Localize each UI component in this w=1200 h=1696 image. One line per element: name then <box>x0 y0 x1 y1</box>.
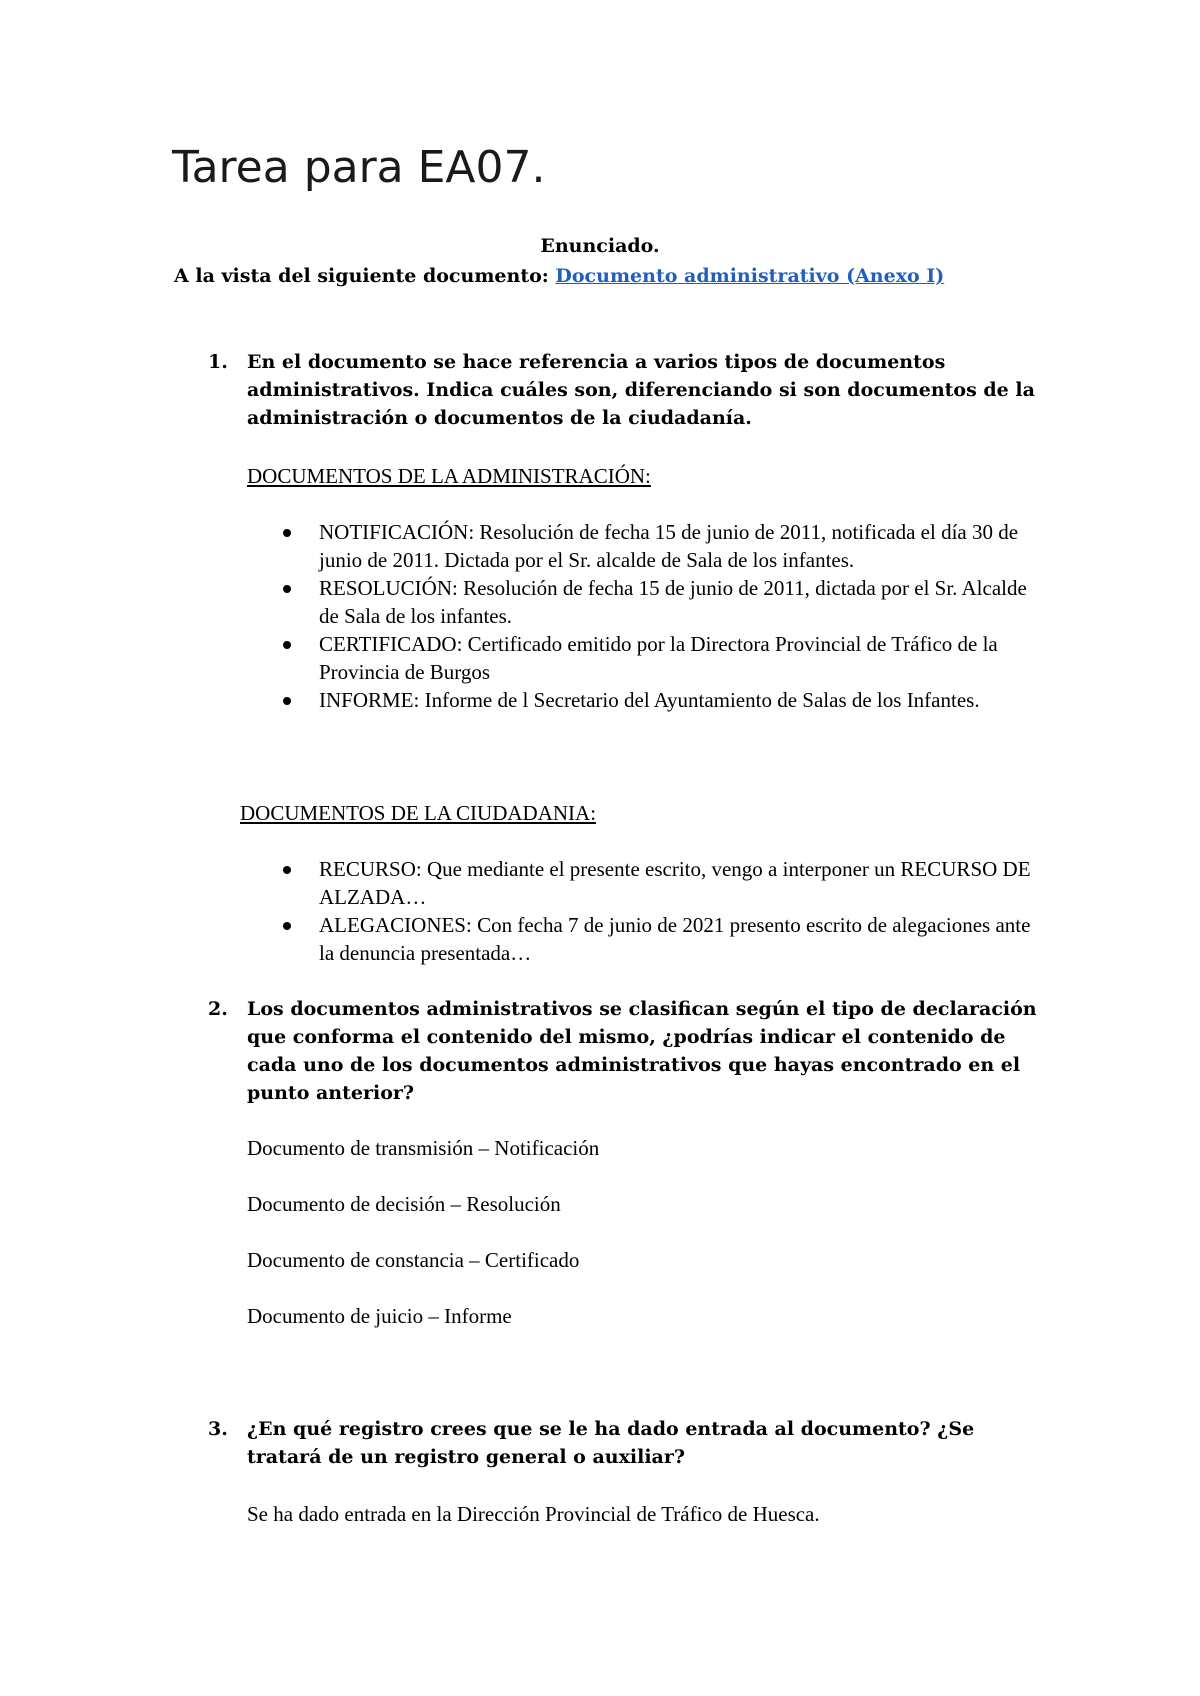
question-2-text: Los documentos administrativos se clasifican según el tipo de declaración que conforma el contenido del mismo, ¿podrías indicar el contenido de cada uno de los documentos administrativos que hayas encontrado en el punto anterior? <box>247 998 1037 1104</box>
annex-link[interactable]: Documento administrativo (Anexo I) <box>555 265 945 287</box>
question-3-answer: Se ha dado entrada en la Dirección Provincial de Tráfico de Huesca. <box>247 1502 820 1526</box>
list-item: RECURSO: Que mediante el presente escrito, vengo a interponer un RECURSO DE ALZADA… <box>247 855 1037 911</box>
answer-line: Documento de transmisión – Notificación <box>247 1136 600 1160</box>
bullet-icon <box>283 585 291 593</box>
question-3-text: ¿En qué registro crees que se le ha dado entrada al documento? ¿Se tratará de un registro general o auxiliar? <box>247 1418 975 1468</box>
question-1-text: En el documento se hace referencia a varios tipos de documentos administrativos. Indica cuáles son, diferenciando si son documentos de la administración o documentos de la ciudadanía. <box>247 351 1035 429</box>
admin-documents-list <box>247 518 1037 714</box>
citizen-documents-list <box>247 855 1037 967</box>
bullet-icon <box>283 866 291 874</box>
answer-line: Documento de decisión – Resolución <box>247 1192 561 1216</box>
list-item: NOTIFICACIÓN: Resolución de fecha 15 de junio de 2011, notificada el día 30 de junio de 2011. Dictada por el Sr. alcalde de Sala de los infantes. <box>247 518 1037 574</box>
subtitle: Enunciado. <box>540 235 660 257</box>
list-item: ALEGACIONES: Con fecha 7 de junio de 2021 presento escrito de alegaciones ante la denuncia presentada… <box>247 911 1037 967</box>
list-item: CERTIFICADO: Certificado emitido por la Directora Provincial de Tráfico de la Provincia de Burgos <box>247 630 1037 686</box>
question-1-number: 1. <box>208 351 228 373</box>
answer-line: Documento de juicio – Informe <box>247 1304 512 1328</box>
intro-text: A la vista del siguiente documento: <box>174 265 556 287</box>
bullet-icon <box>283 697 291 705</box>
answer-line: Documento de constancia – Certificado <box>247 1248 580 1272</box>
list-item: RESOLUCIÓN: Resolución de fecha 15 de junio de 2011, dictada por el Sr. Alcalde de Sala de los infantes. <box>247 574 1037 630</box>
intro-paragraph <box>174 262 944 290</box>
page-title: Tarea para EA07. <box>172 142 546 193</box>
bullet-icon <box>283 529 291 537</box>
question-2-number: 2. <box>208 998 228 1020</box>
list-item: INFORME: Informe de l Secretario del Ayuntamiento de Salas de los Infantes. <box>247 686 1037 714</box>
admin-documents-heading: DOCUMENTOS DE LA ADMINISTRACIÓN: <box>247 464 651 488</box>
question-3-number: 3. <box>208 1418 228 1440</box>
citizen-documents-heading: DOCUMENTOS DE LA CIUDADANIA: <box>240 801 597 825</box>
bullet-icon <box>283 641 291 649</box>
bullet-icon <box>283 922 291 930</box>
